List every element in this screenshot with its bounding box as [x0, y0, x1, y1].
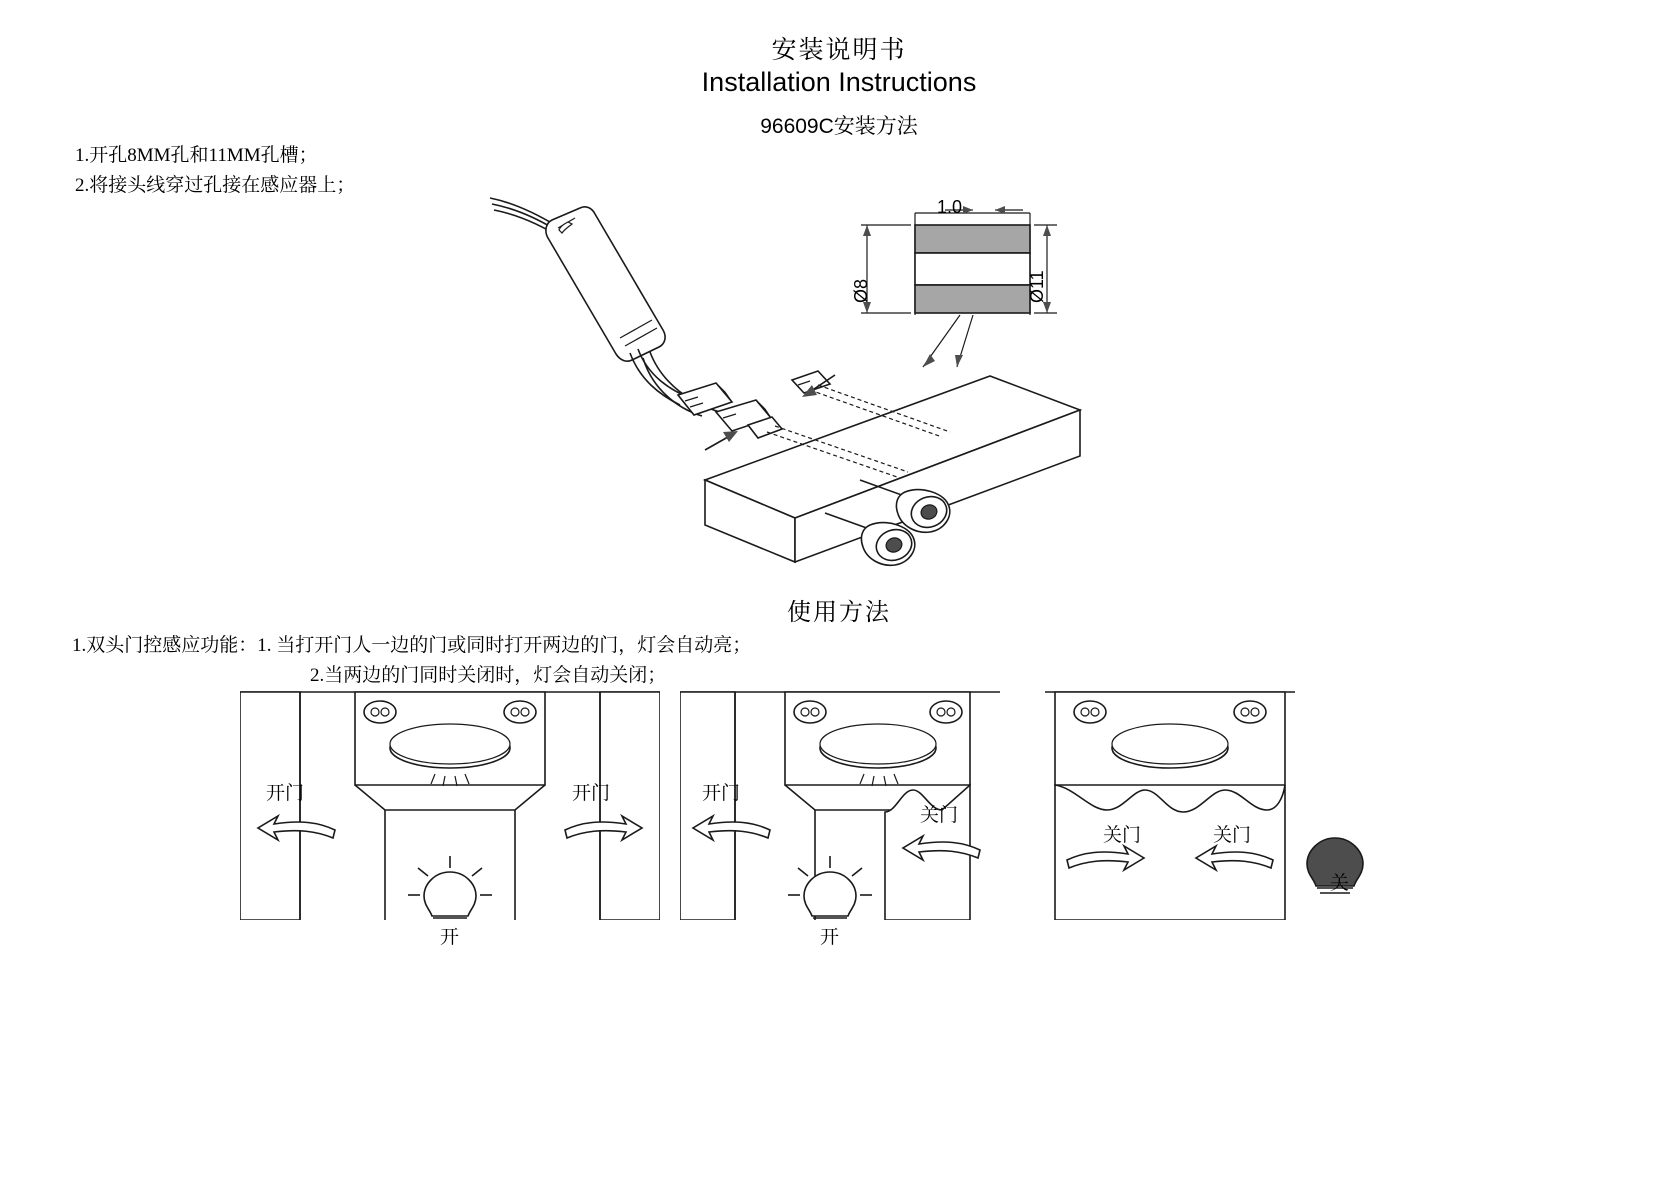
usage-line-2: 2.当两边的门同时关闭时，灯会自动关闭； — [310, 665, 667, 686]
panel3-left-label: 关门 — [1103, 825, 1142, 846]
install-step-2: 2.将接头线穿过孔接在感应器上； — [75, 175, 356, 196]
panel2-lamp-label: 开 — [820, 927, 840, 948]
page-title-en: Installation Instructions — [701, 67, 977, 97]
install-step-1: 1.开孔8MM孔和11MM孔槽； — [75, 145, 318, 166]
hole-dimension-detail — [845, 195, 1105, 375]
panel3-lamp-label: 关 — [1330, 873, 1350, 894]
panel-both-doors-open — [240, 690, 660, 948]
panel-one-door-open — [680, 690, 1000, 948]
panel-both-doors-closed — [1045, 690, 1385, 920]
panel1-lamp-label: 开 — [440, 927, 460, 948]
dimension-hole-large-label: Ø11 — [1027, 270, 1047, 303]
panel1-right-label: 开门 — [572, 783, 611, 804]
panel1-left-label: 开门 — [266, 783, 305, 804]
page-title-cn: 安装说明书 — [771, 36, 907, 64]
usage-line-1: 1.双头门控感应功能：1. 当打开门人一边的门或同时打开两边的门，灯会自动亮； — [72, 635, 752, 656]
usage-title: 使用方法 — [787, 599, 891, 626]
dimension-hole-small-label: Ø8 — [851, 278, 871, 303]
dimension-width-label: 1.0 — [937, 197, 963, 217]
panel3-right-label: 关门 — [1213, 825, 1252, 846]
panel2-left-label: 开门 — [702, 783, 741, 804]
page-subtitle-cn: 96609C安装方法 — [760, 115, 918, 138]
panel2-right-label: 关门 — [920, 805, 959, 826]
